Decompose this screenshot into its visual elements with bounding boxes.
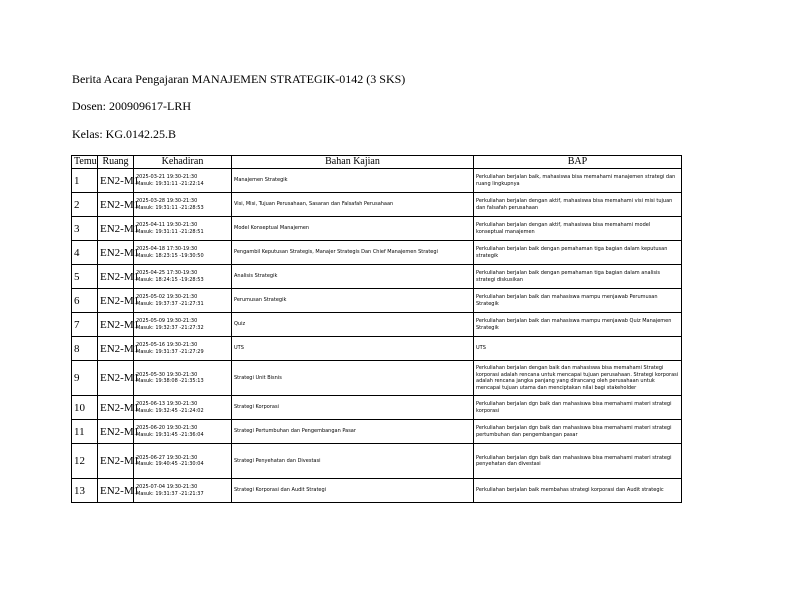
table-row [72, 193, 682, 217]
report-cell: Perkuliahan berjalan dengan aktif, mahasiswa bisa memahami model konseptual manajemen [474, 217, 682, 241]
table-row [72, 444, 682, 479]
schedule-text: 2025-04-18 17:30-19:30 [136, 246, 198, 252]
report-cell: Perkuliahan berjalan dgn baik dan mahasiswa bisa memahami materi strategi pertumbuhan dan pengembangan pasar [474, 420, 682, 444]
material-cell: UTS [232, 337, 474, 361]
material-cell: Analisis Strategik [232, 265, 474, 289]
room-cell: EN2-M1 [98, 444, 134, 479]
room-cell: EN2-M1 [98, 169, 134, 193]
report-cell: Perkuliahan berjalan baik dengan pemahaman tiga bagian dalam keputusan strategik [474, 241, 682, 265]
table-row [72, 479, 682, 503]
material-cell: Strategi Korporasi [232, 396, 474, 420]
meeting-number-cell: 1 [72, 169, 98, 193]
meeting-number-cell: 6 [72, 289, 98, 313]
meeting-number-cell: 9 [72, 361, 98, 396]
table-row [72, 396, 682, 420]
report-cell: UTS [474, 337, 682, 361]
material-cell: Strategi Unit Bisnis [232, 361, 474, 396]
room-cell: EN2-M1 [98, 396, 134, 420]
table-row [72, 289, 682, 313]
report-cell: Perkuliahan berjalan baik membahas strategi korporasi dan Audit strategic [474, 479, 682, 503]
class-line: Kelas: KG.0142.25.B [72, 127, 176, 141]
room-cell: EN2-M1 [98, 313, 134, 337]
check-in-text: Masuk: 19:32:37 -21:27:32 [136, 324, 204, 331]
material-cell: Pengambil Keputusan Strategis, Manajer Strategis Dan Chief Manajemen Strategi [232, 241, 474, 265]
report-cell: Perkuliahan berjalan dgn baik dan mahasiswa bisa memahami materi strategi penyehatan dan divestasi [474, 444, 682, 479]
room-cell: EN2-M1 [98, 241, 134, 265]
meeting-number-cell: 8 [72, 337, 98, 361]
column-header-ruang: Ruang [98, 156, 134, 169]
attendance-cell [134, 193, 232, 217]
column-header-bahan-kajian: Bahan Kajian [232, 156, 474, 169]
report-cell: Perkuliahan berjalan baik dengan pemahaman tiga bagian dalam analisis strategi diskusikan [474, 265, 682, 289]
table-header-row [72, 156, 682, 169]
table-row [72, 361, 682, 396]
attendance-cell [134, 444, 232, 479]
schedule-text: 2025-05-30 19:30-21:30 [136, 371, 198, 378]
column-header-bap: BAP [474, 156, 682, 169]
meeting-number-cell: 2 [72, 193, 98, 217]
attendance-cell [134, 265, 232, 289]
schedule-text: 2025-06-27 19:30-21:30 [136, 454, 198, 461]
material-cell: Strategi Pertumbuhan dan Pengembangan Pasar [232, 420, 474, 444]
room-cell: EN2-M1 [98, 217, 134, 241]
attendance-cell [134, 289, 232, 313]
column-header-temu: Temu [72, 156, 98, 169]
check-in-text: Masuk: 19:31:11 -21:22:14 [136, 180, 204, 187]
check-in-text: Masuk: 19:31:37 -21:27:29 [136, 348, 204, 355]
check-in-text: Masuk: 19:38:08 -21:35:13 [136, 378, 204, 384]
schedule-text: 2025-06-13 19:30-21:30 [136, 401, 198, 407]
check-in-text: Masuk: 18:23:15 -19:30:50 [136, 252, 204, 259]
schedule-text: 2025-05-09 19:30-21:30 [136, 318, 198, 324]
schedule-text: 2025-04-25 17:30-19:30 [136, 270, 198, 276]
check-in-text: Masuk: 18:24:15 -19:28:53 [136, 276, 204, 283]
schedule-text: 2025-05-16 19:30-21:30 [136, 342, 198, 348]
schedule-text: 2025-05-02 19:30-21:30 [136, 294, 198, 300]
room-cell: EN2-M1 [98, 265, 134, 289]
room-cell: EN2-M1 [98, 479, 134, 503]
attendance-cell [134, 337, 232, 361]
table-row [72, 337, 682, 361]
table-row [72, 241, 682, 265]
material-cell: Strategi Korporasi dan Audit Strategi [232, 479, 474, 503]
report-cell: Perkuliahan berjalan baik dan mahasiswa mampu menjawab Perumusan Strategik [474, 289, 682, 313]
room-cell: EN2-M1 [98, 361, 134, 396]
schedule-text: 2025-06-20 19:30-21:30 [136, 425, 198, 431]
material-cell: Perumusan Strategik [232, 289, 474, 313]
material-cell: Manajemen Strategik [232, 169, 474, 193]
attendance-cell [134, 169, 232, 193]
room-cell: EN2-M1 [98, 193, 134, 217]
material-cell: Visi, Misi, Tujuan Perusahaan, Sasaran dan Falsafah Perusahaan [232, 193, 474, 217]
table-row [72, 265, 682, 289]
material-cell: Quiz [232, 313, 474, 337]
check-in-text: Masuk: 19:31:11 -21:28:53 [136, 204, 204, 211]
meeting-number-cell: 11 [72, 420, 98, 444]
report-cell: Perkuliahan berjalan dengan baik dan mahasiswa bisa memahami Strategi korporasi adalah rencana untuk mencapai tujuan perusahaan. Strategi korporasi adalah rencana jangka panjang yang dirancang oleh perusahaan untuk mencapai tujuan utama dan menciptakan nilai bagi stakeholder [474, 361, 682, 396]
lecturer-line: Dosen: 200909617-LRH [72, 99, 191, 113]
column-header-kehadiran: Kehadiran [134, 156, 232, 169]
report-cell: Perkuliahan berjalan dengan aktif, mahasiswa bisa memahami visi misi tujuan dan falsafah perusahaan [474, 193, 682, 217]
attendance-cell [134, 420, 232, 444]
room-cell: EN2-M1 [98, 420, 134, 444]
table-row [72, 313, 682, 337]
attendance-cell [134, 241, 232, 265]
schedule-text: 2025-04-11 19:30-21:30 [136, 222, 198, 228]
table-row [72, 217, 682, 241]
schedule-text: 2025-03-21 19:30-21:30 [136, 174, 198, 180]
meeting-number-cell: 12 [72, 444, 98, 479]
attendance-cell [134, 479, 232, 503]
room-cell: EN2-M1 [98, 337, 134, 361]
check-in-text: Masuk: 19:37:37 -21:27:31 [136, 300, 204, 307]
meeting-number-cell: 13 [72, 479, 98, 503]
check-in-text: Masuk: 19:32:45 -21:24:02 [136, 407, 204, 414]
meeting-number-cell: 7 [72, 313, 98, 337]
meeting-number-cell: 5 [72, 265, 98, 289]
check-in-text: Masuk: 19:31:45 -21:36:04 [136, 431, 204, 438]
table-row [72, 169, 682, 193]
report-cell: Perkuliahan berjalan baik, mahasiswa bisa memahami manajemen strategi dan ruang lingkupnya [474, 169, 682, 193]
check-in-text: Masuk: 19:40:45 -21:30:04 [136, 461, 204, 467]
meeting-number-cell: 3 [72, 217, 98, 241]
attendance-table [71, 155, 682, 503]
attendance-cell [134, 396, 232, 420]
attendance-cell [134, 361, 232, 396]
check-in-text: Masuk: 19:31:11 -21:28:51 [136, 228, 204, 235]
document-title: Berita Acara Pengajaran MANAJEMEN STRATEGIK-0142 (3 SKS) [72, 72, 406, 86]
report-cell: Perkuliahan berjalan baik dan mahasiswa mampu menjawab Quiz Manajemen Strategik [474, 313, 682, 337]
attendance-cell [134, 217, 232, 241]
schedule-text: 2025-03-28 19:30-21:30 [136, 198, 198, 204]
table-row [72, 420, 682, 444]
material-cell: Strategi Penyehatan dan Divestasi [232, 444, 474, 479]
report-cell: Perkuliahan berjalan dgn baik dan mahasiswa bisa memahami materi strategi korporasi [474, 396, 682, 420]
material-cell: Model Konseptual Manajemen [232, 217, 474, 241]
meeting-number-cell: 10 [72, 396, 98, 420]
check-in-text: Masuk: 19:31:37 -21:21:37 [136, 490, 204, 497]
attendance-cell [134, 313, 232, 337]
room-cell: EN2-M1 [98, 289, 134, 313]
schedule-text: 2025-07-04 19:30-21:30 [136, 484, 198, 490]
meeting-number-cell: 4 [72, 241, 98, 265]
